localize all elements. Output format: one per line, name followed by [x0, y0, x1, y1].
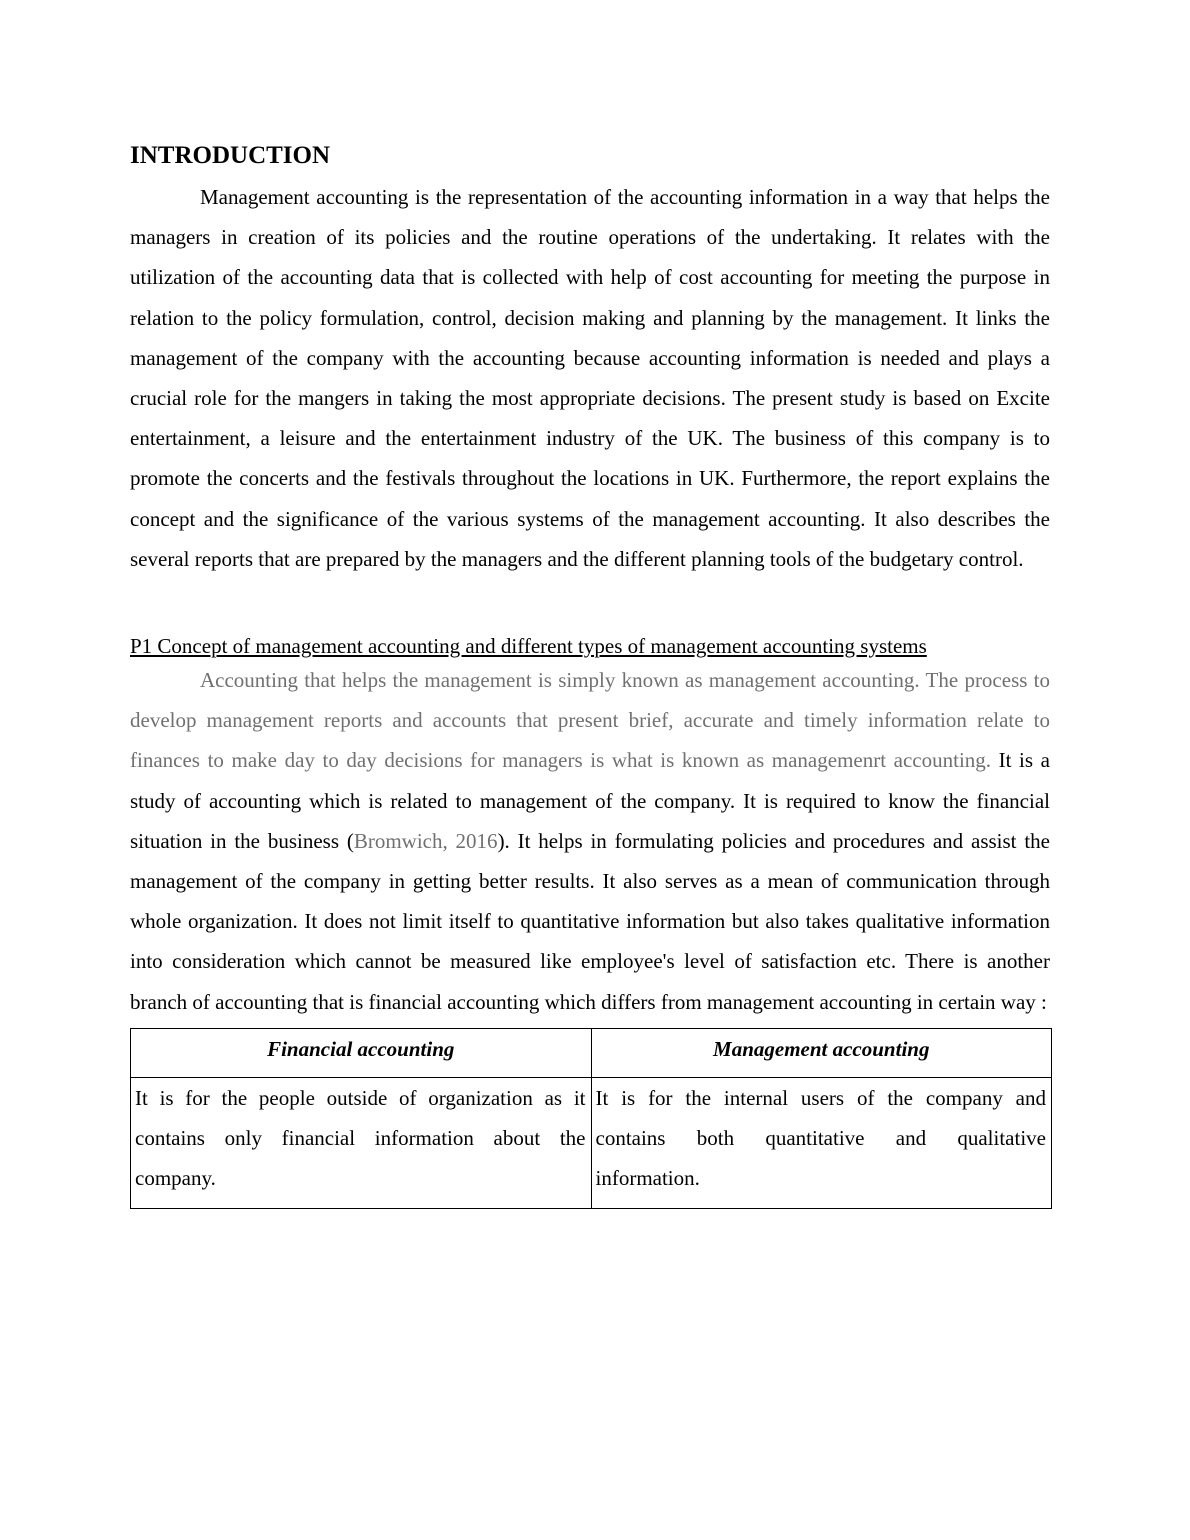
comparison-table [130, 1028, 1052, 1210]
introduction-heading: INTRODUCTION [130, 142, 331, 169]
citation-bromwich: Bromwich, 2016 [353, 828, 498, 853]
p1-section-heading: P1 Concept of management accounting and different types of management accounting systems [130, 634, 927, 659]
p1-gray-text: Accounting that helps the management is simply known as management accounting. The process to develop management reports and accounts that present brief, accurate and timely information relate to finances to make day to day decisions for managers is what is known as managemenrt accounting. [130, 668, 1050, 773]
table-row [131, 1077, 1052, 1209]
p1-section-paragraph [130, 660, 1050, 1022]
financial-accounting-cell: It is for the people outside of organization as it contains only financial information about the company. [131, 1077, 592, 1209]
header-management-accounting: Management accounting [591, 1028, 1052, 1077]
p1-text-before-citation: It is a study of accounting which is related to management of the company. It is required to know the financial situation in the business ( [130, 748, 1050, 853]
document-page [130, 138, 1050, 1209]
header-financial-accounting: Financial accounting [131, 1028, 592, 1077]
p1-text-after-citation: ). It helps in formulating policies and procedures and assist the management of the company in getting better results. It also serves as a mean of communication through whole organization. It does not limit itself to quantitative information but also takes qualitative information into consideration which cannot be measured like employee's level of satisfaction etc. There is another branch of accounting that is financial accounting which differs from management accounting in certain way : [130, 828, 1050, 1014]
introduction-paragraph: Management accounting is the representation of the accounting information in a way that helps the managers in creation of its policies and the routine operations of the undertaking. It relates with the utilization of the accounting data that is collected with help of cost accounting for meeting the purpose in relation to the policy formulation, control, decision making and planning by the management. It links the management of the company with the accounting because accounting information is needed and plays a crucial role for the mangers in taking the most appropriate decisions. The present study is based on Excite entertainment, a leisure and the entertainment industry of the UK. The business of this company is to promote the concerts and the festivals throughout the locations in UK. Furthermore, the report explains the concept and the significance of the various systems of the management accounting. It also describes the several reports that are prepared by the managers and the different planning tools of the budgetary control. [130, 185, 1050, 571]
table-header-row [131, 1028, 1052, 1077]
management-accounting-cell: It is for the internal users of the company and contains both quantitative and qualitative information. [591, 1077, 1052, 1209]
